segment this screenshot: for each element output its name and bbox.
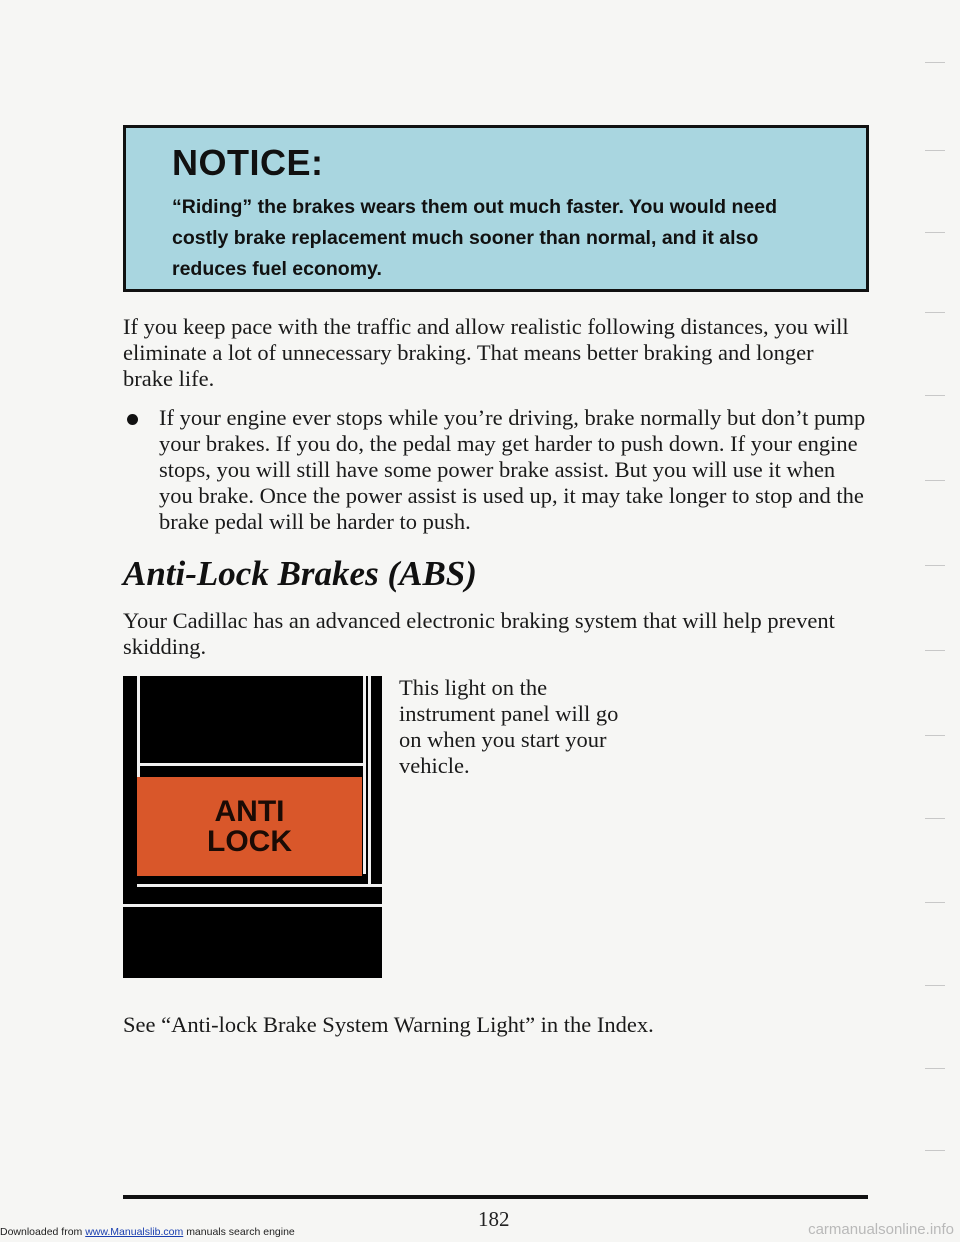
notice-box — [123, 125, 869, 292]
download-footer — [0, 1226, 295, 1238]
notice-title: NOTICE: — [172, 142, 324, 183]
edge-mark — [925, 650, 945, 651]
frame-line — [123, 904, 382, 907]
edge-mark — [925, 232, 945, 233]
anti-lock-lamp-label — [207, 794, 292, 858]
bullet-icon — [127, 414, 138, 425]
edge-mark — [925, 818, 945, 819]
download-footer-prefix: Downloaded from — [0, 1226, 83, 1238]
paragraph-abs-intro: Your Cadillac has an advanced electronic braking system that will help prevent skidding. — [123, 608, 835, 659]
edge-mark — [925, 150, 945, 151]
download-footer-suffix: manuals search engine — [186, 1226, 295, 1238]
edge-mark — [925, 902, 945, 903]
footer-rule — [123, 1195, 868, 1199]
paragraph-following-distance: If you keep pace with the traffic and allow realistic following distances, you will eliminate a lot of unnecessary braking. That means better braking and longer brake life. — [123, 314, 849, 391]
edge-mark — [925, 985, 945, 986]
bullet-item — [127, 405, 867, 535]
manualslib-link[interactable]: www.Manualslib.com — [85, 1226, 184, 1238]
page-number: 182 — [478, 1207, 510, 1231]
lamp-label-line2: LOCK — [207, 824, 292, 858]
frame-line — [137, 884, 382, 887]
edge-mark — [925, 565, 945, 566]
frame-line — [363, 676, 366, 874]
edge-mark — [925, 1068, 945, 1069]
frame-line — [137, 763, 365, 766]
bullet-text: If your engine ever stops while you’re driving, brake normally but don’t pump your brakes. If you do, the pedal may get harder to push down. If your engine stops, you will still have some power brake assist. But you will use it when you brake. Once the power assist is used up, it may take longer to stop and the brake pedal will be harder to push. — [159, 405, 866, 534]
anti-lock-lamp-face — [137, 777, 362, 876]
frame-line — [368, 676, 371, 886]
lamp-description: This light on the instrument panel will go on when you start your vehicle. — [399, 675, 619, 778]
edge-mark — [925, 62, 945, 63]
paragraph-see-index: See “Anti-lock Brake System Warning Light” in the Index. — [123, 1012, 654, 1037]
lamp-label-line1: ANTI — [214, 794, 285, 828]
edge-mark — [925, 1150, 945, 1151]
section-heading: Anti-Lock Brakes (ABS) — [123, 554, 477, 593]
edge-mark — [925, 480, 945, 481]
edge-mark — [925, 312, 945, 313]
notice-text: “Riding” the brakes wears them out much faster. You would need costly brake replacement much sooner than normal, and it also reduces fuel economy. — [172, 196, 777, 280]
edge-mark — [925, 735, 945, 736]
edge-mark — [925, 395, 945, 396]
watermark: carmanualsonline.info — [808, 1221, 954, 1238]
anti-lock-warning-light-illustration — [123, 676, 382, 978]
